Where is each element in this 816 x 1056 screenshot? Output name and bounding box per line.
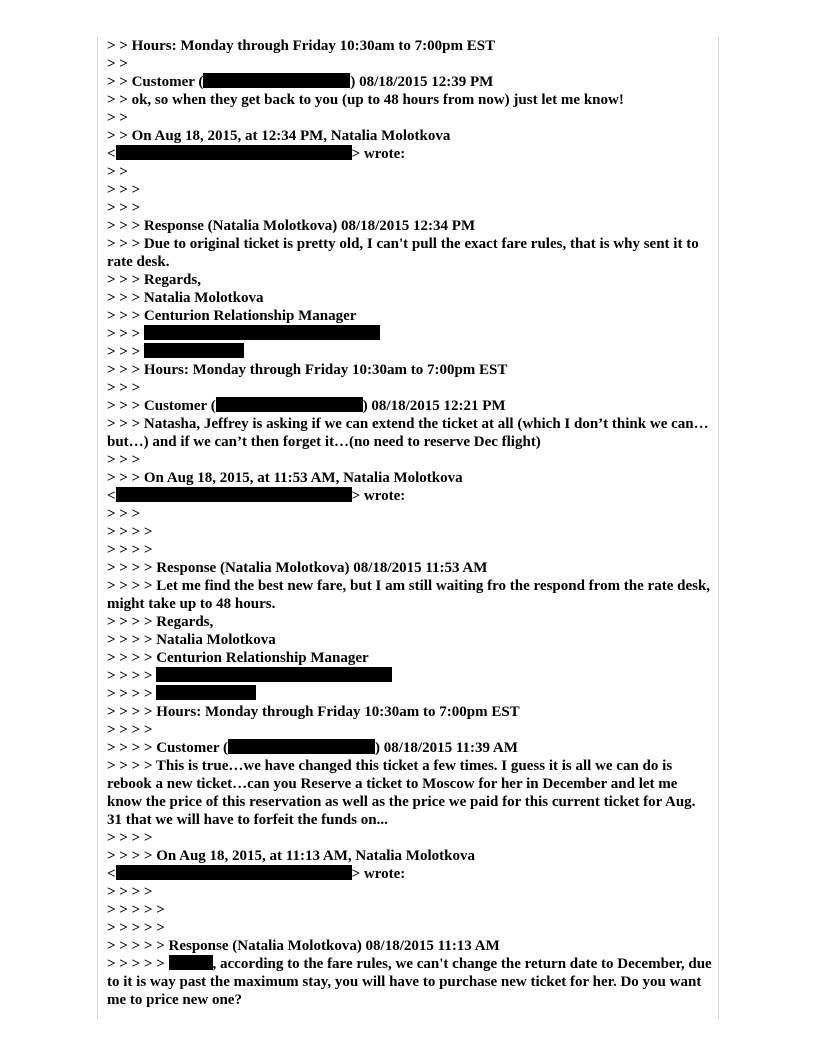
text-line: > > > Centurion Relationship Manager [107,308,357,324]
text-line: > > > > > Response (Natalia Molotkova) 08/18/2015 11:13 AM [107,938,500,954]
redaction-box [156,685,256,700]
text-line: > > > [107,506,141,522]
text-line: > > > > Response (Natalia Molotkova) 08/18/2015 11:53 AM [107,560,488,576]
text-line: > > > > Centurion Relationship Manager [107,650,369,666]
text-line: > > Hours: Monday through Friday 10:30am to 7:00pm EST [107,38,496,54]
text-line: > > > [107,452,141,468]
text-line: > > > Customer ( ) 08/18/2015 12:21 PM [107,398,506,414]
text-line: > > > > [107,524,153,540]
text-line: > > > > On Aug 18, 2015, at 11:13 AM, Natalia Molotkova [107,848,475,864]
redaction-box [169,955,213,970]
text-line: > > > Regards, [107,272,201,288]
text-paragraph: > > > > This is true…we have changed this ticket a few times. I guess it is all we can do is rebook a new ticket…can you Reserve a ticket to Moscow for her in December and let me know the price of this reservation as well as the price we paid for this current ticket for Aug. 31 that we will have to forfeit the funds on... [107,758,696,828]
text-line: > > > > Natalia Molotkova [107,632,276,648]
redaction-box [116,487,352,502]
text-line: > > > > [107,722,153,738]
text-line: > > > Hours: Monday through Friday 10:30am to 7:00pm EST [107,362,508,378]
redaction-box [144,325,380,340]
text-line: > > > [107,200,141,216]
text-paragraph: > > > > > , according to the fare rules, we can't change the return date to December, due to it is way past the maximum stay, you will have to purchase new ticket for her. Do you want me to price new one? [107,956,712,1008]
text-line: > > > Response (Natalia Molotkova) 08/18/2015 12:34 PM [107,218,476,234]
text-line: > > > > Customer ( ) 08/18/2015 11:39 AM [107,740,518,756]
text-line: > > > > [107,685,713,703]
text-line: > > > [107,380,141,396]
text-paragraph: > > > Natasha, Jeffrey is asking if we can extend the ticket at all (which I don’t think we can…but…) and if we can’t then forget it…(no need to reserve Dec flight) [107,416,709,450]
text-line: > > > > Regards, [107,614,214,630]
text-line: > > > [107,325,713,343]
text-line: > > > [107,182,141,198]
redaction-box [116,865,352,880]
redaction-box [203,73,350,88]
redaction-box [116,145,352,160]
text-line: < > wrote: [107,146,406,162]
text-line: < > wrote: [107,488,406,504]
text-line: > > > [107,343,713,361]
text-line: > > > > [107,884,153,900]
text-line: > > > On Aug 18, 2015, at 11:53 AM, Natalia Molotkova [107,470,463,486]
text-line: > > > > [107,667,713,685]
text-line: > > > > [107,542,153,558]
text-line: > > [107,56,128,72]
text-line: > > Customer ( ) 08/18/2015 12:39 PM [107,74,494,90]
text-line: > > ok, so when they get back to you (up to 48 hours from now) just let me know! [107,92,624,108]
redaction-box [216,397,363,412]
text-line: > > > Natalia Molotkova [107,290,264,306]
text-line: > > > > [107,830,153,846]
right-margin-line [718,36,719,1020]
text-line: > > [107,110,128,126]
left-margin-line [97,36,98,1020]
text-line: > > > > > [107,920,165,936]
text-line: > > [107,164,128,180]
redaction-box [144,343,244,358]
email-thread [107,37,713,1009]
text-line: < > wrote: [107,866,406,882]
text-line: > > On Aug 18, 2015, at 12:34 PM, Natalia Molotkova [107,128,451,144]
text-paragraph: > > > Due to original ticket is pretty old, I can't pull the exact fare rules, that is why sent it to rate desk. [107,236,699,270]
redaction-box [228,739,375,754]
text-paragraph: > > > > Let me find the best new fare, but I am still waiting fro the respond from the rate desk, might take up to 48 hours. [107,578,711,612]
redaction-box [156,667,392,682]
text-line: > > > > > [107,902,165,918]
text-line: > > > > Hours: Monday through Friday 10:30am to 7:00pm EST [107,704,520,720]
